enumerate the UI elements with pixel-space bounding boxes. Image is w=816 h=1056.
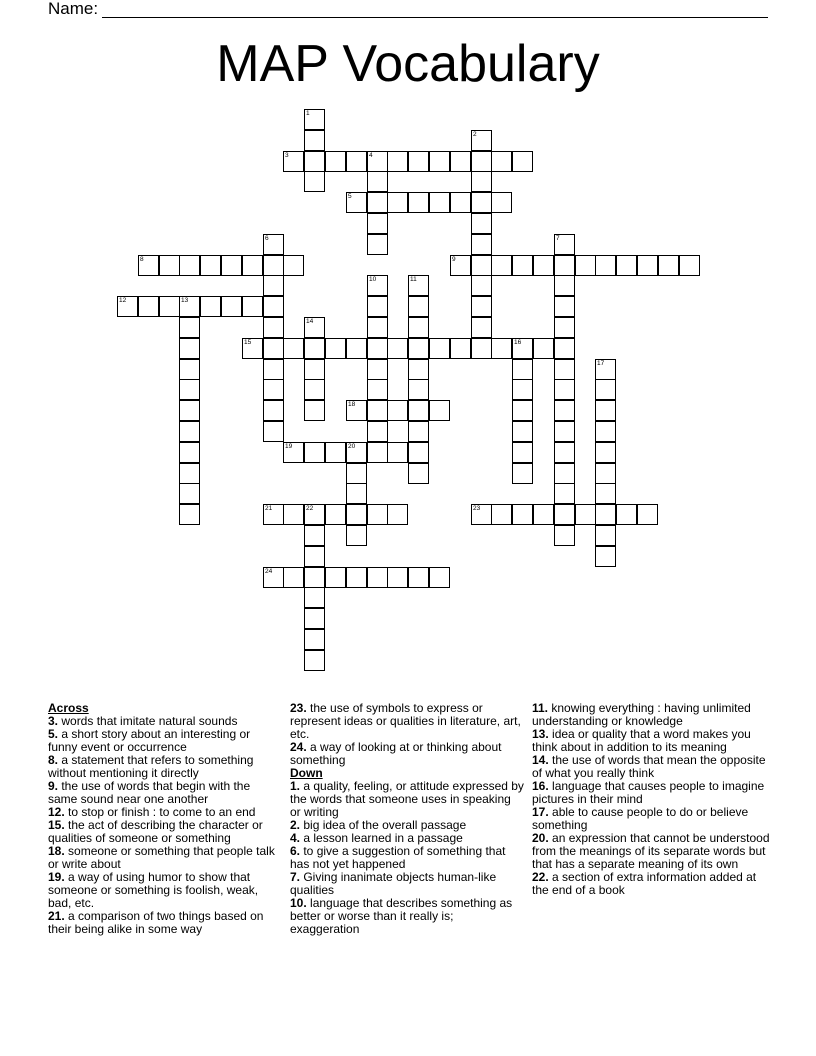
clue-number: 1 <box>306 110 310 117</box>
crossword-cell[interactable] <box>304 504 325 525</box>
crossword-cell[interactable] <box>263 296 284 317</box>
crossword-cell[interactable] <box>200 255 221 276</box>
crossword-cell[interactable] <box>512 504 533 525</box>
crossword-cell[interactable] <box>408 275 429 296</box>
clue-number: 18 <box>348 401 356 408</box>
crossword-cell[interactable] <box>408 192 429 213</box>
clue-number: 22 <box>306 505 314 512</box>
crossword-cell[interactable] <box>471 296 492 317</box>
crossword-cell[interactable] <box>471 151 492 172</box>
clue-number-label: 3. <box>48 714 59 728</box>
crossword-cell[interactable] <box>367 338 388 359</box>
crossword-cell[interactable] <box>512 463 533 484</box>
crossword-cell[interactable] <box>408 338 429 359</box>
crossword-cell[interactable] <box>616 255 637 276</box>
crossword-cell[interactable] <box>367 296 388 317</box>
crossword-cell[interactable] <box>367 171 388 192</box>
down-clue <box>532 702 770 728</box>
clue-number-label: 20. <box>532 831 549 845</box>
crossword-cell[interactable] <box>595 463 616 484</box>
crossword-cell[interactable] <box>512 255 533 276</box>
crossword-cell[interactable] <box>408 296 429 317</box>
crossword-cell[interactable] <box>616 504 637 525</box>
crossword-cell[interactable] <box>408 151 429 172</box>
crossword-cell[interactable] <box>283 255 304 276</box>
clue-number: 4 <box>369 152 373 159</box>
clue-number-label: 9. <box>48 779 59 793</box>
crossword-cell[interactable] <box>554 296 575 317</box>
crossword-cell[interactable] <box>595 379 616 400</box>
crossword-cell[interactable] <box>387 442 408 463</box>
crossword-cell[interactable] <box>367 442 388 463</box>
crossword-cell[interactable] <box>512 379 533 400</box>
page-title: MAP Vocabulary <box>216 35 600 93</box>
crossword-cell[interactable] <box>367 317 388 338</box>
crossword-cell[interactable] <box>346 192 367 213</box>
clue-number: 15 <box>244 339 252 346</box>
clue-number: 20 <box>348 443 356 450</box>
crossword-cell[interactable] <box>304 317 325 338</box>
crossword-cell[interactable] <box>221 296 242 317</box>
clues-column-1 <box>48 702 280 936</box>
crossword-cell[interactable] <box>367 379 388 400</box>
crossword-cell[interactable] <box>595 359 616 380</box>
clue-number: 19 <box>285 443 293 450</box>
clue-text: the use of words that mean the opposite of what you really think <box>532 753 766 780</box>
down-clue <box>290 871 524 897</box>
clue-number: 10 <box>369 276 377 283</box>
crossword-cell[interactable] <box>179 379 200 400</box>
crossword-cell[interactable] <box>471 317 492 338</box>
across-clue <box>48 819 280 845</box>
clues-column-3 <box>532 702 770 897</box>
across-clue <box>48 728 280 754</box>
across-clue <box>290 741 524 767</box>
crossword-cell[interactable] <box>491 504 512 525</box>
crossword-cell[interactable] <box>242 338 263 359</box>
crossword-cell[interactable] <box>367 213 388 234</box>
crossword-cell[interactable] <box>179 463 200 484</box>
crossword-cell[interactable] <box>429 567 450 588</box>
crossword-cell[interactable] <box>450 338 471 359</box>
crossword-cell[interactable] <box>263 317 284 338</box>
clue-number: 2 <box>473 131 477 138</box>
crossword-cell[interactable] <box>346 567 367 588</box>
crossword-cell[interactable] <box>387 338 408 359</box>
clue-text: to stop or finish : to come to an end <box>64 805 256 819</box>
crossword-cell[interactable] <box>325 338 346 359</box>
crossword-cell[interactable] <box>595 421 616 442</box>
crossword-cell[interactable] <box>595 504 616 525</box>
down-clue <box>532 754 770 780</box>
crossword-cell[interactable] <box>429 192 450 213</box>
crossword-cell[interactable] <box>346 463 367 484</box>
crossword-cell[interactable] <box>159 296 180 317</box>
clue-number: 9 <box>452 256 456 263</box>
down-clue <box>532 806 770 832</box>
crossword-cell[interactable] <box>263 379 284 400</box>
crossword-cell[interactable] <box>554 525 575 546</box>
crossword-cell[interactable] <box>533 255 554 276</box>
crossword-cell[interactable] <box>325 442 346 463</box>
crossword-cell[interactable] <box>304 359 325 380</box>
crossword-cell[interactable] <box>367 504 388 525</box>
crossword-cell[interactable] <box>554 338 575 359</box>
crossword-cell[interactable] <box>283 338 304 359</box>
clue-number-label: 15. <box>48 818 65 832</box>
crossword-cell[interactable] <box>304 338 325 359</box>
crossword-cell[interactable] <box>304 442 325 463</box>
crossword-cell[interactable] <box>554 255 575 276</box>
crossword-cell[interactable] <box>367 192 388 213</box>
crossword-cell[interactable] <box>304 608 325 629</box>
down-clue <box>290 780 524 819</box>
clue-number: 14 <box>306 318 314 325</box>
crossword-cell[interactable] <box>179 317 200 338</box>
crossword-cell[interactable] <box>179 504 200 525</box>
crossword-cell[interactable] <box>679 255 700 276</box>
clue-text: able to cause people to do or believe something <box>532 805 749 832</box>
crossword-cell[interactable] <box>304 650 325 671</box>
crossword-cell[interactable] <box>554 359 575 380</box>
crossword-cell[interactable] <box>491 255 512 276</box>
clue-number-label: 12. <box>48 805 65 819</box>
crossword-cell[interactable] <box>304 130 325 151</box>
crossword-cell[interactable] <box>179 338 200 359</box>
crossword-cell[interactable] <box>658 255 679 276</box>
crossword-cell[interactable] <box>179 400 200 421</box>
crossword-cell[interactable] <box>554 317 575 338</box>
clue-text: big idea of the overall passage <box>300 818 467 832</box>
crossword-cell[interactable] <box>408 379 429 400</box>
crossword-cell[interactable] <box>346 400 367 421</box>
crossword-cell[interactable] <box>471 192 492 213</box>
crossword-cell[interactable] <box>263 255 284 276</box>
crossword-cell[interactable] <box>554 504 575 525</box>
name-label: Name: <box>48 0 99 18</box>
across-header: Across <box>48 701 89 715</box>
crossword-cell[interactable] <box>242 296 263 317</box>
crossword-cell[interactable] <box>263 504 284 525</box>
crossword-cell[interactable] <box>304 400 325 421</box>
clue-number-label: 14. <box>532 753 549 767</box>
down-clue <box>532 780 770 806</box>
clue-text: the use of words that begin with the same sound near one another <box>48 779 251 806</box>
clue-text: the use of symbols to express or represent ideas or qualities in literature, art, etc. <box>290 701 521 741</box>
crossword-cell[interactable] <box>595 546 616 567</box>
crossword-cell[interactable] <box>471 234 492 255</box>
clue-text: a lesson learned in a passage <box>300 831 463 845</box>
down-clue <box>532 728 770 754</box>
crossword-cell[interactable] <box>242 255 263 276</box>
down-clue <box>532 832 770 871</box>
clue-number-label: 13. <box>532 727 549 741</box>
clue-number-label: 2. <box>290 818 301 832</box>
crossword-cell[interactable] <box>304 171 325 192</box>
clue-number-label: 22. <box>532 870 549 884</box>
crossword-cell[interactable] <box>408 400 429 421</box>
clue-text: language that describes something as better or worse than it really is; exaggeration <box>290 896 513 936</box>
crossword-cell[interactable] <box>471 338 492 359</box>
clues-column-2 <box>290 702 524 936</box>
clue-text: a way of looking at or thinking about something <box>290 740 502 767</box>
crossword-cell[interactable] <box>408 463 429 484</box>
crossword-cell[interactable] <box>575 255 596 276</box>
crossword-cell[interactable] <box>512 442 533 463</box>
crossword-cell[interactable] <box>304 587 325 608</box>
crossword-cell[interactable] <box>429 400 450 421</box>
crossword-cell[interactable] <box>346 504 367 525</box>
crossword-cell[interactable] <box>408 567 429 588</box>
crossword-cell[interactable] <box>595 400 616 421</box>
crossword-cell[interactable] <box>367 275 388 296</box>
crossword-cell[interactable] <box>429 151 450 172</box>
crossword-cell[interactable] <box>304 525 325 546</box>
clue-text: knowing everything : having unlimited understanding or knowledge <box>532 701 751 728</box>
crossword-cell[interactable] <box>512 400 533 421</box>
crossword-cell[interactable] <box>554 421 575 442</box>
clue-number-label: 17. <box>532 805 549 819</box>
crossword-cell[interactable] <box>263 359 284 380</box>
crossword-cell[interactable] <box>387 567 408 588</box>
crossword-cell[interactable] <box>491 338 512 359</box>
crossword-cell[interactable] <box>263 400 284 421</box>
crossword-cell[interactable] <box>450 151 471 172</box>
clue-text: a short story about an interesting or funny event or occurrence <box>48 727 251 754</box>
crossword-cell[interactable] <box>346 151 367 172</box>
crossword-cell[interactable] <box>471 504 492 525</box>
crossword-cell[interactable] <box>408 359 429 380</box>
clue-number: 11 <box>410 276 417 283</box>
crossword-cell[interactable] <box>387 151 408 172</box>
clue-number: 7 <box>556 235 560 242</box>
crossword-cell[interactable] <box>179 255 200 276</box>
crossword-cell[interactable] <box>533 504 554 525</box>
clue-number-label: 1. <box>290 779 301 793</box>
clue-text: a way of using humor to show that someone or something is foolish, weak, bad, etc. <box>48 870 259 910</box>
clue-number: 24 <box>265 568 273 575</box>
crossword-cell[interactable] <box>304 151 325 172</box>
crossword-cell[interactable] <box>637 255 658 276</box>
clue-text: language that causes people to imagine pictures in their mind <box>532 779 765 806</box>
crossword-cell[interactable] <box>283 442 304 463</box>
across-clue <box>48 754 280 780</box>
clue-text: an expression that cannot be understood from the meanings of its separate words but that has a separate meaning of its own <box>532 831 770 871</box>
clue-number-label: 16. <box>532 779 549 793</box>
crossword-cell[interactable] <box>387 192 408 213</box>
crossword-cell[interactable] <box>512 421 533 442</box>
crossword-cell[interactable] <box>554 442 575 463</box>
clue-number: 16 <box>514 339 522 346</box>
crossword-cell[interactable] <box>471 213 492 234</box>
crossword-cell[interactable] <box>367 567 388 588</box>
crossword-cell[interactable] <box>450 192 471 213</box>
clue-number: 5 <box>348 193 352 200</box>
clue-text: words that imitate natural sounds <box>58 714 238 728</box>
across-clue <box>48 871 280 910</box>
clue-text: a section of extra information added at the end of a book <box>532 870 757 897</box>
clue-text: the act of describing the character or qualities of someone or something <box>48 818 263 845</box>
crossword-cell[interactable] <box>263 567 284 588</box>
crossword-cell[interactable] <box>367 151 388 172</box>
crossword-cell[interactable] <box>471 255 492 276</box>
down-clue <box>290 897 524 936</box>
clue-number: 13 <box>181 297 189 304</box>
crossword-cell[interactable] <box>408 317 429 338</box>
crossword-cell[interactable] <box>554 463 575 484</box>
crossword-cell[interactable] <box>179 483 200 504</box>
crossword-cell[interactable] <box>304 109 325 130</box>
crossword-cell[interactable] <box>367 400 388 421</box>
crossword-cell[interactable] <box>595 525 616 546</box>
clue-number-label: 7. <box>290 870 301 884</box>
crossword-cell[interactable] <box>283 504 304 525</box>
crossword-cell[interactable] <box>408 442 429 463</box>
crossword-cell[interactable] <box>263 421 284 442</box>
clue-text: idea or quality that a word makes you think about in addition to its meaning <box>532 727 751 754</box>
crossword-cell[interactable] <box>367 421 388 442</box>
clue-number: 8 <box>140 256 144 263</box>
across-clue <box>48 845 280 871</box>
crossword-cell[interactable] <box>554 234 575 255</box>
crossword-cell[interactable] <box>554 400 575 421</box>
crossword-cell[interactable] <box>263 275 284 296</box>
clue-text: a quality, feeling, or attitude expressed by the words that someone uses in speaking or writing <box>290 779 524 819</box>
crossword-cell[interactable] <box>325 504 346 525</box>
crossword-cell[interactable] <box>512 338 533 359</box>
crossword-cell[interactable] <box>471 130 492 151</box>
down-header: Down <box>290 766 323 780</box>
across-clue <box>290 702 524 741</box>
crossword-cell[interactable] <box>554 379 575 400</box>
crossword-cell[interactable] <box>346 525 367 546</box>
crossword-cell[interactable] <box>179 296 200 317</box>
clue-number: 23 <box>473 505 481 512</box>
crossword-cell[interactable] <box>367 359 388 380</box>
crossword-cell[interactable] <box>595 483 616 504</box>
clue-number-label: 21. <box>48 909 65 923</box>
crossword-cell[interactable] <box>408 421 429 442</box>
crossword-cell[interactable] <box>159 255 180 276</box>
crossword-cell[interactable] <box>450 255 471 276</box>
crossword-cell[interactable] <box>554 275 575 296</box>
crossword-cell[interactable] <box>117 296 138 317</box>
clue-text: to give a suggestion of something that has not yet happened <box>290 844 506 871</box>
crossword-cell[interactable] <box>491 192 512 213</box>
clue-number-label: 8. <box>48 753 59 767</box>
crossword-cell[interactable] <box>304 567 325 588</box>
crossword-cell[interactable] <box>138 255 159 276</box>
clue-number: 3 <box>285 152 289 159</box>
crossword-cell[interactable] <box>179 359 200 380</box>
crossword-cell[interactable] <box>471 275 492 296</box>
clue-number-label: 5. <box>48 727 59 741</box>
crossword-cell[interactable] <box>491 151 512 172</box>
crossword-cell[interactable] <box>575 504 596 525</box>
crossword-cell[interactable] <box>304 546 325 567</box>
crossword-cell[interactable] <box>595 255 616 276</box>
crossword-cell[interactable] <box>387 400 408 421</box>
clue-number: 6 <box>265 235 269 242</box>
clue-number-label: 18. <box>48 844 65 858</box>
clue-number-label: 10. <box>290 896 307 910</box>
crossword-cell[interactable] <box>304 629 325 650</box>
crossword-cell[interactable] <box>367 234 388 255</box>
crossword-cell[interactable] <box>471 171 492 192</box>
clue-number-label: 24. <box>290 740 307 754</box>
clue-number-label: 6. <box>290 844 301 858</box>
clue-number: 12 <box>119 297 127 304</box>
crossword-cell[interactable] <box>595 442 616 463</box>
crossword-cell[interactable] <box>637 504 658 525</box>
crossword-cell[interactable] <box>346 442 367 463</box>
crossword-cell[interactable] <box>179 442 200 463</box>
clue-text: a statement that refers to something without mentioning it directly <box>48 753 254 780</box>
crossword-cell[interactable] <box>533 338 554 359</box>
clue-text: someone or something that people talk or write about <box>48 844 275 871</box>
crossword-cell[interactable] <box>429 338 450 359</box>
crossword-cell[interactable] <box>325 567 346 588</box>
down-clue <box>290 845 524 871</box>
crossword-cell[interactable] <box>283 151 304 172</box>
crossword-cell[interactable] <box>179 421 200 442</box>
across-clue <box>48 780 280 806</box>
crossword-cell[interactable] <box>200 296 221 317</box>
clue-text: a comparison of two things based on their being alike in some way <box>48 909 264 936</box>
crossword-cell[interactable] <box>512 359 533 380</box>
crossword-cell[interactable] <box>554 483 575 504</box>
clue-number-label: 23. <box>290 701 307 715</box>
clue-number: 17 <box>597 360 605 367</box>
across-clue <box>48 910 280 936</box>
down-clue <box>532 871 770 897</box>
crossword-cell[interactable] <box>346 338 367 359</box>
crossword-cell[interactable] <box>512 151 533 172</box>
crossword-cell[interactable] <box>138 296 159 317</box>
crossword-cell[interactable] <box>325 151 346 172</box>
crossword-cell[interactable] <box>346 483 367 504</box>
crossword-cell[interactable] <box>221 255 242 276</box>
clue-text: Giving inanimate objects human-like qualities <box>290 870 497 897</box>
clue-number: 21 <box>265 505 273 512</box>
crossword-cell[interactable] <box>263 234 284 255</box>
crossword-cell[interactable] <box>304 379 325 400</box>
clue-number-label: 11. <box>532 701 549 715</box>
clue-number-label: 19. <box>48 870 65 884</box>
clue-number-label: 4. <box>290 831 301 845</box>
crossword-cell[interactable] <box>387 504 408 525</box>
crossword-cell[interactable] <box>283 567 304 588</box>
crossword-cell[interactable] <box>263 338 284 359</box>
